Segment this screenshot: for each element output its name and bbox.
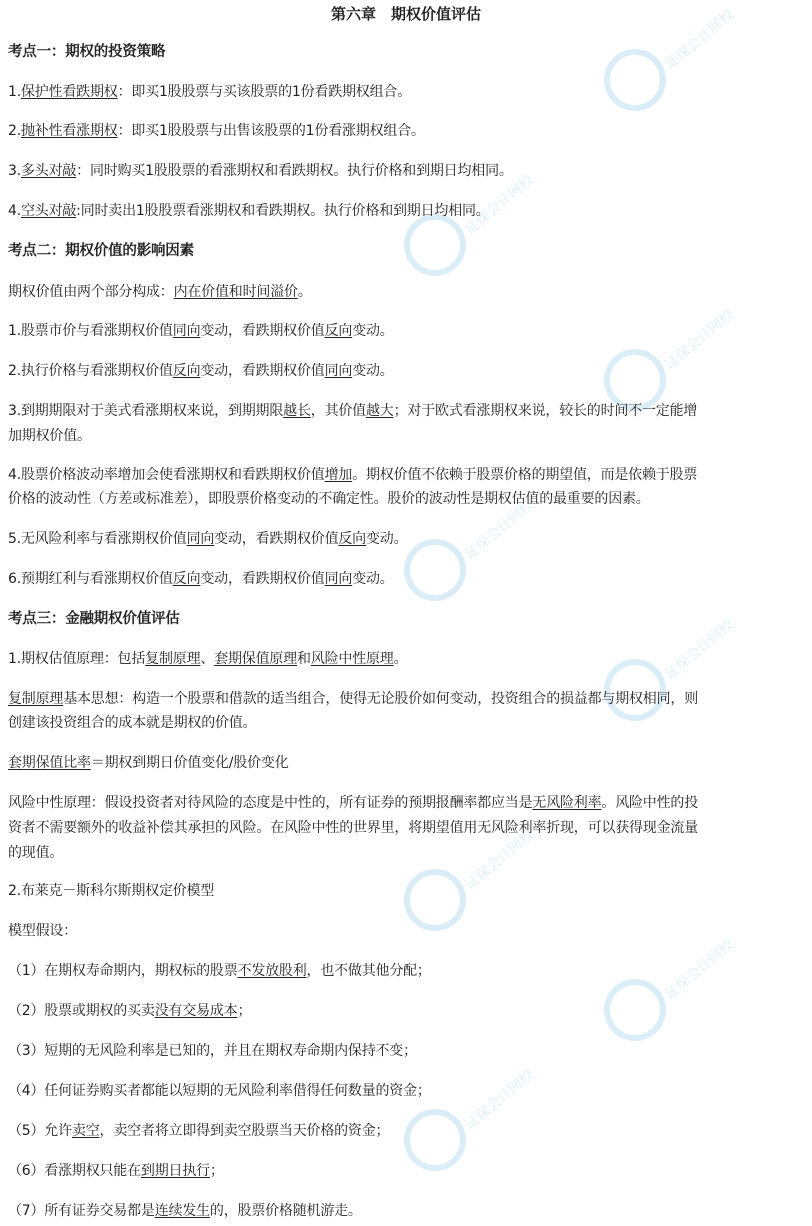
watermark-text: 证保会计网校 (662, 936, 737, 1004)
text: 2.执行价格与看涨期权价值 (8, 363, 173, 379)
section-heading-3: 考点三：金融期权价值评估 (8, 610, 180, 627)
text: 变动。 (352, 323, 394, 339)
text: 基本思想：构造一个股票和借款的适当组合，使得无论股价如何变动，投资组合的损益都与期权相同，则 (63, 691, 699, 707)
assumptions-label: 模型假设： (8, 923, 77, 939)
text: （6）看涨期权只能在 (8, 1163, 141, 1179)
watermark-text: 证保会计网校 (462, 496, 537, 564)
text: 、 (200, 651, 215, 667)
assumption-1 (8, 960, 808, 982)
watermark-text: 证保会计网校 (462, 171, 537, 239)
risk-neutral-line-1 (8, 792, 808, 814)
key-term: 套期保值比率 (8, 755, 91, 771)
item-number: 3. (8, 163, 21, 179)
key-term: 越大 (365, 403, 394, 419)
key-term: 抛补性看涨期权 (20, 123, 118, 139)
strategy-item-2 (8, 120, 808, 142)
text: 变动，看跌期权价值 (200, 571, 325, 587)
text: ，其价值 (310, 403, 366, 419)
key-term: 增加 (324, 467, 353, 483)
text: 变动，看跌期权价值 (214, 531, 339, 547)
assumption-7 (8, 1200, 808, 1222)
factor-item-4-line-2: 价格的波动性（方差或标准差），即股票价格变动的不确定性。股价的波动性是期权估值的最重要的因素。 (8, 491, 650, 507)
text: 4.股票价格波动率增加会使看涨期权和看跌期权价值 (8, 467, 325, 483)
text: 和 (297, 651, 311, 667)
replication-line-1 (8, 688, 808, 710)
key-term: 套期保值原理 (214, 651, 297, 667)
strategy-item-1 (8, 81, 808, 103)
assumption-2 (8, 1000, 808, 1022)
text: 6.预期红利与看涨期权价值 (8, 571, 173, 587)
text: 变动。 (352, 571, 394, 587)
watermark-text: 证保会计网校 (462, 1066, 537, 1134)
factor-item-5 (8, 528, 808, 550)
text: ，也不做其他分配； (306, 963, 431, 979)
risk-neutral-line-3: 的现值。 (8, 845, 64, 861)
strategy-item-4 (8, 200, 808, 222)
key-term: 反向 (338, 531, 366, 547)
item-number: 2. (8, 123, 21, 139)
text: 风险中性原理：假设投资者对待风险的态度是中性的，所有证券的预期报酬率都应当是 (8, 795, 533, 811)
risk-neutral-line-2: 资者不需要额外的收益补偿其承担的风险。在风险中性的世界里，将期望值用无风险利率折现，可以获得现金流量 (8, 820, 698, 836)
watermark-text: 证保会计网校 (662, 6, 737, 74)
key-term: 复制原理 (145, 651, 201, 667)
text: 。期权价值不依赖于股票价格的期望值，而是依赖于股票 (352, 467, 698, 483)
key-term: 多头对敲 (20, 163, 77, 179)
strategy-item-3 (8, 160, 808, 182)
page-title: 第六章 期权价值评估 (330, 5, 481, 23)
text: 变动，看跌期权价值 (200, 323, 325, 339)
hedge-ratio (8, 752, 808, 774)
text: 1.股票市价与看涨期权价值 (8, 323, 173, 339)
key-term: 反向 (172, 571, 201, 587)
text: 变动。 (352, 363, 394, 379)
item-text: ：即买1股股票与买该股票的1份看跌期权组合。 (117, 84, 411, 100)
key-term: 同向 (186, 531, 215, 547)
key-term: 不发放股利 (237, 963, 307, 979)
key-term: 同向 (324, 363, 353, 379)
watermark-text: 证保会计网校 (462, 826, 537, 894)
key-term: 空头对敲 (20, 203, 77, 219)
assumption-6 (8, 1160, 808, 1182)
key-term: 复制原理 (8, 691, 64, 707)
text: 1.期权估值原理：包括 (8, 651, 146, 667)
text: ； (209, 1163, 224, 1179)
text: ； (237, 1003, 252, 1019)
key-term: 无风险利率 (532, 795, 602, 811)
text: 。风险中性的投 (601, 795, 699, 811)
text: 变动。 (365, 531, 408, 547)
key-term: 同向 (172, 323, 201, 339)
text: （5）允许 (8, 1123, 72, 1139)
factor-item-3-line-1 (8, 400, 808, 422)
key-term: 卖空 (71, 1123, 100, 1139)
text: （7）所有证券交易都是 (8, 1203, 155, 1219)
bs-model-title: 2.布莱克－斯科尔斯期权定价模型 (8, 883, 215, 899)
factor-item-3-line-2: 加期权价值。 (8, 428, 91, 444)
factor-item-2 (8, 360, 808, 382)
text: ；对于欧式看涨期权来说，较长的时间不一定能增 (393, 403, 698, 419)
text: 3.到期期限对于美式看涨期权来说，到期期限 (8, 403, 284, 419)
factor-item-4-line-1 (8, 464, 808, 486)
key-term: 同向 (324, 571, 353, 587)
key-term: 内在价值和时间溢价 (173, 284, 298, 300)
item-text: ：同时购买1股股票的看涨期权和看跌期权。执行价格和到期日均相同。 (76, 163, 513, 179)
watermark-text: 证保会计网校 (662, 616, 737, 684)
item-text: ：即买1股股票与出售该股票的1份看涨期权组合。 (117, 123, 425, 139)
text: 。 (297, 284, 312, 300)
key-term: 风险中性原理 (310, 651, 394, 667)
text: ，卖空者将立即得到卖空股票当天价格的资金； (99, 1123, 390, 1139)
replication-line-2: 创建该投资组合的成本就是期权的价值。 (8, 715, 257, 731)
text: 。 (393, 651, 408, 667)
section-heading-1: 考点一：期权的投资策略 (8, 43, 166, 60)
text: （1）在期权寿命期内，期权标的股票 (8, 963, 238, 979)
assumption-4: （4）任何证券购买者都能以短期的无风险利率借得任何数量的资金； (8, 1083, 431, 1099)
key-term: 没有交易成本 (154, 1003, 238, 1019)
text: （2）股票或期权的买卖 (8, 1003, 155, 1019)
key-term: 反向 (172, 363, 201, 379)
key-term: 保护性看跌期权 (20, 84, 118, 100)
item-text: :同时卖出1股股票看涨期权和看跌期权。执行价格和到期日均相同。 (76, 203, 490, 219)
assumption-3: （3）短期的无风险利率是已知的，并且在期权寿命期内保持不变； (8, 1043, 417, 1059)
key-term: 反向 (324, 323, 353, 339)
value-intro (8, 281, 808, 303)
key-term: 到期日执行 (140, 1163, 210, 1179)
text: 的，股票价格随机游走。 (209, 1203, 362, 1219)
item-number: 4. (8, 203, 21, 219)
key-term: 连续发生 (154, 1203, 210, 1219)
principle-item-1 (8, 648, 808, 670)
text: 5.无风险利率与看涨期权价值 (8, 531, 187, 547)
text: 变动，看跌期权价值 (200, 363, 325, 379)
text: 期权价值由两个部分构成： (8, 284, 174, 300)
watermark-text: 证保会计网校 (662, 306, 737, 374)
section-heading-2: 考点二：期权价值的影响因素 (8, 242, 194, 259)
item-number: 1. (8, 84, 21, 100)
assumption-5 (8, 1120, 808, 1142)
key-term: 越长 (283, 403, 311, 419)
factor-item-1 (8, 320, 808, 342)
factor-item-6 (8, 568, 808, 590)
text: ＝期权到期日价值变化/股价变化 (90, 755, 289, 771)
